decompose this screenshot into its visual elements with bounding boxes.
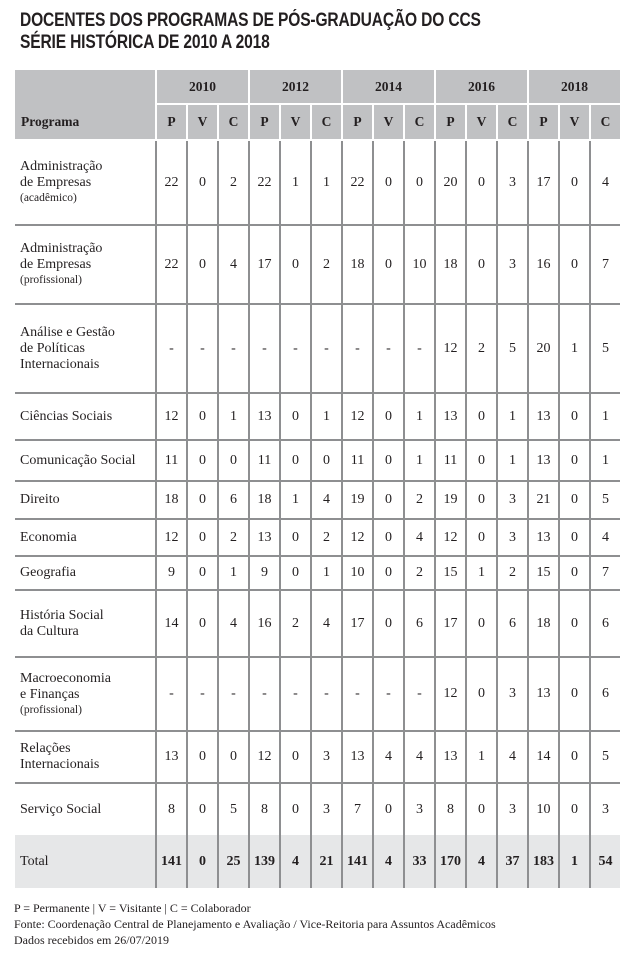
value-cell: 3 [497, 783, 528, 835]
total-value-cell: 4 [280, 835, 311, 888]
table-row [15, 393, 620, 440]
value-cell: 16 [249, 590, 280, 657]
total-value-cell: 139 [249, 835, 280, 888]
value-cell: 0 [559, 393, 590, 440]
year-header: 2010 [156, 70, 249, 104]
value-cell: 12 [249, 731, 280, 783]
value-cell: - [249, 657, 280, 731]
value-cell: - [311, 304, 342, 393]
value-cell: 3 [311, 783, 342, 835]
value-cell: 10 [342, 556, 373, 590]
value-cell: 19 [435, 481, 466, 519]
value-cell: 4 [404, 731, 435, 783]
value-cell: 8 [249, 783, 280, 835]
value-cell: 3 [497, 519, 528, 556]
category-header: C [218, 104, 249, 140]
program-name [15, 590, 156, 657]
value-cell: 19 [342, 481, 373, 519]
value-cell: 4 [218, 225, 249, 304]
value-cell: 3 [497, 657, 528, 731]
table-row [15, 225, 620, 304]
value-cell: - [280, 304, 311, 393]
value-cell: 4 [218, 590, 249, 657]
table-row [15, 440, 620, 481]
program-name-line: História Social [20, 607, 104, 623]
program-name-line: Serviço Social [20, 801, 102, 817]
category-header: P [528, 104, 559, 140]
value-cell: 7 [590, 225, 620, 304]
value-cell: 2 [497, 556, 528, 590]
value-cell: - [187, 304, 218, 393]
table-row [15, 731, 620, 783]
program-name-line: Macroeconomia [20, 670, 111, 686]
value-cell: 20 [528, 304, 559, 393]
value-cell: 8 [435, 783, 466, 835]
total-value-cell: 183 [528, 835, 559, 888]
value-cell: 4 [311, 481, 342, 519]
value-cell: 0 [466, 225, 497, 304]
year-header: 2012 [249, 70, 342, 104]
program-name [15, 481, 156, 519]
program-name-line: Relações [20, 741, 71, 756]
value-cell: - [404, 657, 435, 731]
value-cell: 0 [280, 731, 311, 783]
value-cell: - [280, 657, 311, 731]
value-cell: 4 [590, 140, 620, 225]
value-cell: 3 [497, 225, 528, 304]
title-line-1: DOCENTES DOS PROGRAMAS DE PÓS-GRADUAÇÃO DO CCS [20, 10, 481, 31]
value-cell: 3 [590, 783, 620, 835]
value-cell: 9 [156, 556, 187, 590]
value-cell: 1 [590, 393, 620, 440]
value-cell: 2 [280, 590, 311, 657]
value-cell: 0 [280, 783, 311, 835]
value-cell: - [218, 657, 249, 731]
source-note: Fonte: Coordenação Central de Planejamento e Avaliação / Vice-Reitoria para Assuntos Acadêmicos [14, 917, 496, 931]
value-cell: 2 [218, 519, 249, 556]
total-value-cell: 21 [311, 835, 342, 888]
value-cell: 0 [218, 440, 249, 481]
value-cell: 4 [373, 731, 404, 783]
total-value-cell: 33 [404, 835, 435, 888]
value-cell: 22 [249, 140, 280, 225]
value-cell: 0 [373, 440, 404, 481]
category-header: P [342, 104, 373, 140]
program-modality: (profissional) [20, 703, 82, 716]
value-cell: 13 [249, 393, 280, 440]
value-cell: 8 [156, 783, 187, 835]
year-header: 2016 [435, 70, 528, 104]
value-cell: 0 [466, 481, 497, 519]
value-cell: 17 [528, 140, 559, 225]
total-value-cell: 37 [497, 835, 528, 888]
total-value-cell: 0 [187, 835, 218, 888]
value-cell: 13 [249, 519, 280, 556]
program-modality: (profissional) [20, 274, 82, 286]
value-cell: - [218, 304, 249, 393]
value-cell: 0 [373, 393, 404, 440]
program-name-line: Internacionais [20, 356, 100, 372]
value-cell: 0 [280, 225, 311, 304]
value-cell: 0 [280, 440, 311, 481]
value-cell: 11 [435, 440, 466, 481]
value-cell: 12 [156, 393, 187, 440]
value-cell: 0 [373, 590, 404, 657]
value-cell: 0 [187, 393, 218, 440]
value-cell: 1 [311, 393, 342, 440]
value-cell: 0 [559, 519, 590, 556]
value-cell: 0 [187, 590, 218, 657]
value-cell: 13 [528, 440, 559, 481]
value-cell: 5 [590, 731, 620, 783]
value-cell: 0 [187, 731, 218, 783]
value-cell: 1 [404, 440, 435, 481]
value-cell: 6 [590, 657, 620, 731]
value-cell: 13 [528, 657, 559, 731]
category-header: V [187, 104, 218, 140]
program-name [15, 556, 156, 590]
value-cell: 22 [156, 225, 187, 304]
legend-note: P = Permanente | V = Visitante | C = Colaborador [14, 901, 251, 915]
table-row [15, 140, 620, 225]
value-cell: 0 [466, 783, 497, 835]
value-cell: 13 [528, 519, 559, 556]
value-cell: 0 [466, 590, 497, 657]
value-cell: 3 [497, 140, 528, 225]
total-value-cell: 141 [342, 835, 373, 888]
value-cell: 0 [187, 225, 218, 304]
value-cell: - [187, 657, 218, 731]
table-row [15, 481, 620, 519]
value-cell: 10 [528, 783, 559, 835]
value-cell: 15 [435, 556, 466, 590]
value-cell: 18 [342, 225, 373, 304]
value-cell: 1 [218, 556, 249, 590]
value-cell: 3 [497, 481, 528, 519]
program-name-line: da Cultura [20, 623, 79, 639]
program-name [15, 657, 156, 731]
category-header: V [559, 104, 590, 140]
value-cell: 0 [559, 556, 590, 590]
value-cell: 18 [156, 481, 187, 519]
value-cell: 2 [404, 481, 435, 519]
value-cell: 18 [435, 225, 466, 304]
value-cell: 2 [466, 304, 497, 393]
received-date-note: Dados recebidos em 26/07/2019 [14, 933, 169, 947]
value-cell: 0 [373, 519, 404, 556]
value-cell: 0 [559, 140, 590, 225]
value-cell: 7 [590, 556, 620, 590]
value-cell: 18 [528, 590, 559, 657]
value-cell: 0 [404, 140, 435, 225]
value-cell: 11 [249, 440, 280, 481]
value-cell: 12 [342, 393, 373, 440]
value-cell: 6 [590, 590, 620, 657]
value-cell: 2 [404, 556, 435, 590]
table-row [15, 657, 620, 731]
program-name-line: Ciências Sociais [20, 408, 113, 424]
value-cell: 6 [497, 590, 528, 657]
value-cell: 0 [559, 590, 590, 657]
value-cell: 16 [528, 225, 559, 304]
value-cell: 0 [373, 481, 404, 519]
value-cell: 15 [528, 556, 559, 590]
total-row [15, 835, 620, 888]
value-cell: 7 [342, 783, 373, 835]
value-cell: 13 [528, 393, 559, 440]
program-name-line: Economia [20, 529, 77, 545]
category-header: C [311, 104, 342, 140]
value-cell: 6 [218, 481, 249, 519]
year-header-row [15, 70, 620, 104]
category-header: V [373, 104, 404, 140]
value-cell: 0 [373, 140, 404, 225]
value-cell: 17 [342, 590, 373, 657]
value-cell: 12 [435, 304, 466, 393]
value-cell: 0 [373, 783, 404, 835]
value-cell: 13 [435, 731, 466, 783]
program-name [15, 783, 156, 835]
table-row [15, 590, 620, 657]
total-label: Total [15, 835, 156, 888]
program-name [15, 393, 156, 440]
value-cell: 0 [280, 519, 311, 556]
program-name [15, 440, 156, 481]
value-cell: 13 [435, 393, 466, 440]
value-cell: 0 [373, 225, 404, 304]
page-title [20, 10, 481, 54]
value-cell: 22 [156, 140, 187, 225]
value-cell: 0 [559, 440, 590, 481]
program-name-line: Geografia [20, 565, 76, 580]
value-cell: 12 [435, 519, 466, 556]
table-row [15, 783, 620, 835]
value-cell: 2 [311, 519, 342, 556]
value-cell: 1 [218, 393, 249, 440]
year-header: 2014 [342, 70, 435, 104]
value-cell: 1 [311, 140, 342, 225]
value-cell: - [156, 657, 187, 731]
value-cell: 0 [559, 731, 590, 783]
total-value-cell: 170 [435, 835, 466, 888]
table-row [15, 519, 620, 556]
value-cell: 18 [249, 481, 280, 519]
value-cell: 1 [280, 140, 311, 225]
value-cell: 17 [435, 590, 466, 657]
table-row [15, 304, 620, 393]
value-cell: - [311, 657, 342, 731]
value-cell: 0 [466, 440, 497, 481]
program-name-line: Administração [20, 241, 103, 256]
category-header: P [435, 104, 466, 140]
value-cell: 1 [590, 440, 620, 481]
value-cell: 0 [466, 519, 497, 556]
value-cell: 13 [156, 731, 187, 783]
category-header: C [590, 104, 620, 140]
program-modality: (acadêmico) [20, 192, 77, 204]
value-cell: 1 [466, 556, 497, 590]
program-name [15, 225, 156, 304]
program-name-line: Direito [20, 492, 60, 507]
category-header: P [249, 104, 280, 140]
footnotes [14, 900, 496, 948]
value-cell: 0 [218, 731, 249, 783]
program-name-line: e Finanças [20, 686, 80, 702]
value-cell: - [342, 304, 373, 393]
value-cell: 0 [466, 657, 497, 731]
value-cell: - [342, 657, 373, 731]
value-cell: 0 [466, 393, 497, 440]
total-value-cell: 4 [373, 835, 404, 888]
value-cell: 17 [249, 225, 280, 304]
value-cell: - [156, 304, 187, 393]
value-cell: 14 [156, 590, 187, 657]
value-cell: 20 [435, 140, 466, 225]
total-value-cell: 54 [590, 835, 620, 888]
value-cell: 0 [187, 519, 218, 556]
year-header: 2018 [528, 70, 620, 104]
value-cell: 0 [373, 556, 404, 590]
value-cell: 3 [311, 731, 342, 783]
value-cell: 0 [187, 783, 218, 835]
value-cell: 12 [435, 657, 466, 731]
program-name-line: de Empresas [20, 257, 92, 272]
faculty-table [15, 70, 620, 888]
total-value-cell: 4 [466, 835, 497, 888]
value-cell: 1 [311, 556, 342, 590]
value-cell: 3 [404, 783, 435, 835]
value-cell: - [249, 304, 280, 393]
value-cell: 13 [342, 731, 373, 783]
value-cell: 1 [497, 393, 528, 440]
value-cell: 0 [187, 556, 218, 590]
program-name [15, 519, 156, 556]
value-cell: 4 [404, 519, 435, 556]
value-cell: 1 [559, 304, 590, 393]
program-name [15, 304, 156, 393]
table-row [15, 556, 620, 590]
category-header: V [280, 104, 311, 140]
program-name-line: Comunicação Social [20, 452, 136, 468]
value-cell: 0 [311, 440, 342, 481]
value-cell: 11 [156, 440, 187, 481]
value-cell: 5 [497, 304, 528, 393]
value-cell: - [373, 304, 404, 393]
value-cell: 0 [559, 225, 590, 304]
value-cell: 1 [466, 731, 497, 783]
value-cell: 10 [404, 225, 435, 304]
value-cell: 0 [280, 556, 311, 590]
category-header: V [466, 104, 497, 140]
program-name-line: de Políticas [20, 340, 85, 356]
value-cell: 11 [342, 440, 373, 481]
value-cell: 21 [528, 481, 559, 519]
total-value-cell: 25 [218, 835, 249, 888]
program-name-line: Administração [20, 159, 103, 174]
program-name [15, 731, 156, 783]
value-cell: 2 [218, 140, 249, 225]
value-cell: 4 [497, 731, 528, 783]
value-cell: 0 [559, 783, 590, 835]
value-cell: 2 [311, 225, 342, 304]
value-cell: 0 [187, 140, 218, 225]
value-cell: 1 [497, 440, 528, 481]
value-cell: - [404, 304, 435, 393]
value-cell: - [373, 657, 404, 731]
value-cell: 1 [280, 481, 311, 519]
value-cell: 0 [559, 481, 590, 519]
value-cell: 12 [342, 519, 373, 556]
value-cell: 12 [156, 519, 187, 556]
value-cell: 5 [218, 783, 249, 835]
category-header: P [156, 104, 187, 140]
value-cell: 6 [404, 590, 435, 657]
category-header: C [404, 104, 435, 140]
program-name [15, 140, 156, 225]
value-cell: 1 [404, 393, 435, 440]
value-cell: 22 [342, 140, 373, 225]
value-cell: 9 [249, 556, 280, 590]
value-cell: 0 [559, 657, 590, 731]
program-name-line: de Empresas [20, 175, 92, 190]
total-value-cell: 1 [559, 835, 590, 888]
total-value-cell: 141 [156, 835, 187, 888]
value-cell: 0 [280, 393, 311, 440]
value-cell: 5 [590, 304, 620, 393]
category-header: C [497, 104, 528, 140]
value-cell: 5 [590, 481, 620, 519]
program-name-line: Análise e Gestão [20, 324, 115, 340]
value-cell: 14 [528, 731, 559, 783]
program-name-line: Internacionais [20, 757, 100, 772]
value-cell: 0 [466, 140, 497, 225]
value-cell: 4 [590, 519, 620, 556]
value-cell: 0 [187, 440, 218, 481]
title-line-2: SÉRIE HISTÓRICA DE 2010 A 2018 [20, 32, 270, 53]
value-cell: 0 [187, 481, 218, 519]
program-column-header: Programa [15, 70, 156, 140]
value-cell: 4 [311, 590, 342, 657]
